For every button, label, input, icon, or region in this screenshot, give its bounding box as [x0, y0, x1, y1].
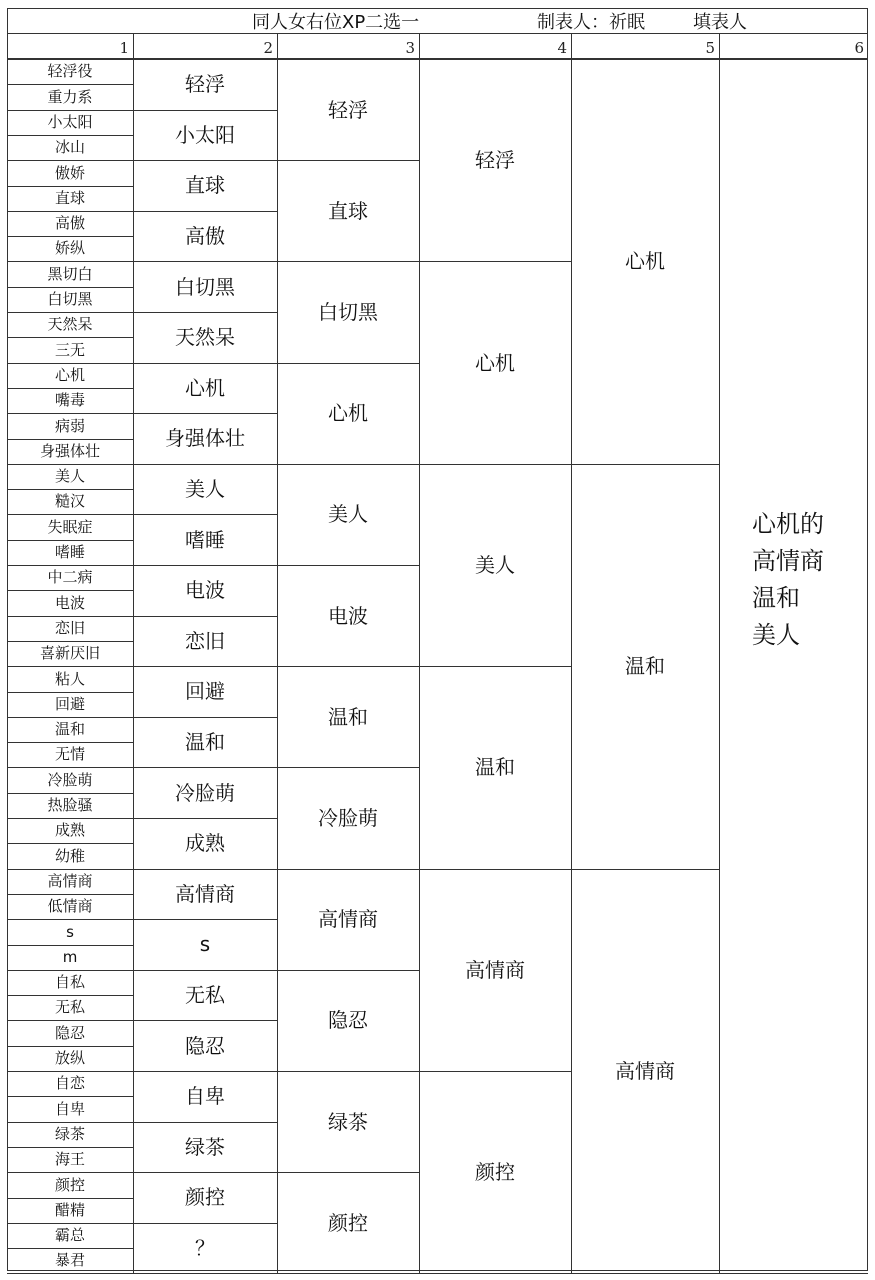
round2-cell: 温和 — [185, 730, 225, 755]
round1-cell: 嘴毒 — [54, 391, 85, 410]
round1-cell: 自恋 — [54, 1074, 85, 1093]
column-number-3: 3 — [405, 39, 415, 57]
round5-cell: 高情商 — [615, 1058, 675, 1083]
round1-cell: 心机 — [54, 365, 85, 384]
round3-cell: 美人 — [328, 502, 368, 527]
round3-cell: 隐忍 — [328, 1008, 368, 1033]
round2-cell: 恋旧 — [185, 628, 225, 653]
round2-cell: 轻浮 — [185, 72, 225, 97]
round4-cell: 高情商 — [465, 957, 525, 982]
round1-cell: 隐忍 — [54, 1023, 85, 1042]
round2-cell: 嗜睡 — [185, 527, 225, 552]
round3-cell: 电波 — [328, 603, 368, 628]
round1-cell: 娇纵 — [54, 239, 85, 258]
round2-cell: 心机 — [185, 375, 225, 400]
round2-cell: 电波 — [185, 578, 225, 603]
round1-cell: 天然呆 — [47, 315, 93, 334]
round1-cell: 糙汉 — [54, 492, 85, 511]
column-number-4: 4 — [557, 39, 567, 57]
round3-cell: 冷脸萌 — [318, 805, 378, 830]
round1-cell: 白切黑 — [47, 290, 93, 309]
round1-cell: 小太阳 — [47, 112, 93, 131]
round1-cell: 自私 — [54, 973, 85, 992]
round2-cell: 小太阳 — [175, 122, 235, 147]
round1-cell: 无私 — [54, 998, 85, 1017]
round1-cell: 三无 — [54, 340, 85, 359]
round4-cell: 轻浮 — [475, 148, 515, 173]
round1-cell: 轻浮役 — [47, 62, 93, 81]
round2-cell: 绿茶 — [185, 1134, 225, 1159]
round2-cell: 天然呆 — [175, 325, 235, 350]
round4-cell: 颜控 — [475, 1160, 515, 1185]
round1-cell: 霸总 — [54, 1226, 85, 1245]
round1-cell: 回避 — [54, 694, 85, 713]
round2-cell: 自卑 — [185, 1084, 225, 1109]
round1-cell: 冷脸萌 — [47, 770, 93, 789]
round3-cell: 轻浮 — [328, 97, 368, 122]
round1-cell: 身强体壮 — [39, 441, 100, 460]
round2-cell: 身强体壮 — [165, 426, 245, 451]
column-number-6: 6 — [854, 39, 864, 57]
round1-cell: 低情商 — [47, 897, 93, 916]
round1-cell: 颜控 — [54, 1175, 85, 1194]
frame-right — [867, 8, 868, 1270]
round1-cell: 美人 — [54, 467, 85, 486]
round3-cell: 心机 — [328, 401, 368, 426]
round2-cell: 美人 — [185, 477, 225, 502]
round2-cell: 回避 — [185, 679, 225, 704]
creator-label: 制表人：祈眠 — [537, 11, 645, 33]
round4-cell: 美人 — [475, 552, 515, 577]
round1-cell: 高傲 — [54, 214, 85, 233]
frame-top — [7, 8, 868, 9]
round2-cell: 冷脸萌 — [175, 780, 235, 805]
round1-cell: 嗜睡 — [54, 543, 85, 562]
round2-cell: 无私 — [185, 983, 225, 1008]
round1-cell: 海王 — [54, 1150, 85, 1169]
round2-cell: 高傲 — [185, 224, 225, 249]
round1-cell: 喜新厌旧 — [39, 644, 100, 663]
round1-cell: 热脸骚 — [47, 796, 93, 815]
round3-cell: 直球 — [328, 198, 368, 223]
round3-cell: 白切黑 — [318, 299, 378, 324]
round4-cell: 心机 — [475, 350, 515, 375]
round2-cell: 隐忍 — [185, 1033, 225, 1058]
column-number-5: 5 — [705, 39, 715, 57]
round4-cell: 温和 — [475, 755, 515, 780]
round5-cell: 温和 — [625, 654, 665, 679]
round1-cell: m — [62, 947, 78, 966]
round1-cell: 温和 — [54, 720, 85, 739]
column-number-1: 1 — [119, 39, 129, 57]
header-divider — [7, 33, 868, 34]
round1-cell: 重力系 — [47, 87, 93, 106]
round2-cell: 颜控 — [185, 1185, 225, 1210]
round1-cell: s — [66, 922, 74, 941]
round1-cell: 粘人 — [54, 669, 85, 688]
round1-cell: 病弱 — [54, 416, 85, 435]
round2-cell: 成熟 — [185, 831, 225, 856]
round3-cell: 绿茶 — [328, 1109, 368, 1134]
round1-cell: 冰山 — [54, 138, 85, 157]
column-separator — [719, 34, 720, 1273]
filler-label: 填表人 — [693, 11, 747, 33]
round3-cell: 温和 — [328, 704, 368, 729]
round3-cell: 颜控 — [328, 1210, 368, 1235]
round1-cell: 无情 — [54, 745, 85, 764]
round1-cell: 恋旧 — [54, 618, 85, 637]
round2-cell: s — [199, 932, 211, 957]
round1-cell: 傲娇 — [54, 163, 85, 182]
round1-cell: 失眠症 — [47, 517, 93, 536]
round2-cell: 高情商 — [175, 881, 235, 906]
final-result: 心机的 高情商 温和 美人 — [752, 510, 824, 649]
round1-cell: 醋精 — [54, 1200, 85, 1219]
round1-cell: 自卑 — [54, 1099, 85, 1118]
round1-cell: 放纵 — [54, 1049, 85, 1068]
round2-cell: 白切黑 — [175, 274, 235, 299]
round1-cell: 电波 — [54, 593, 85, 612]
round3-cell: 高情商 — [318, 907, 378, 932]
title-bar — [7, 8, 868, 33]
round1-cell: 直球 — [54, 188, 85, 207]
round1-cell: 绿茶 — [54, 1124, 85, 1143]
round1-cell: 中二病 — [47, 568, 93, 587]
grid-bottom — [7, 1273, 868, 1274]
round1-cell: 成熟 — [54, 821, 85, 840]
round5-cell: 心机 — [625, 249, 665, 274]
round1-cell: 暴君 — [54, 1251, 85, 1270]
round2-cell: 直球 — [185, 173, 225, 198]
round1-cell: 幼稚 — [54, 846, 85, 865]
round1-cell: 黑切白 — [47, 264, 93, 283]
column-number-2: 2 — [263, 39, 273, 57]
sheet-title: 同人女右位XP二选一 — [252, 11, 420, 33]
round1-cell: 高情商 — [47, 871, 93, 890]
round2-cell: ？ — [195, 1236, 215, 1261]
